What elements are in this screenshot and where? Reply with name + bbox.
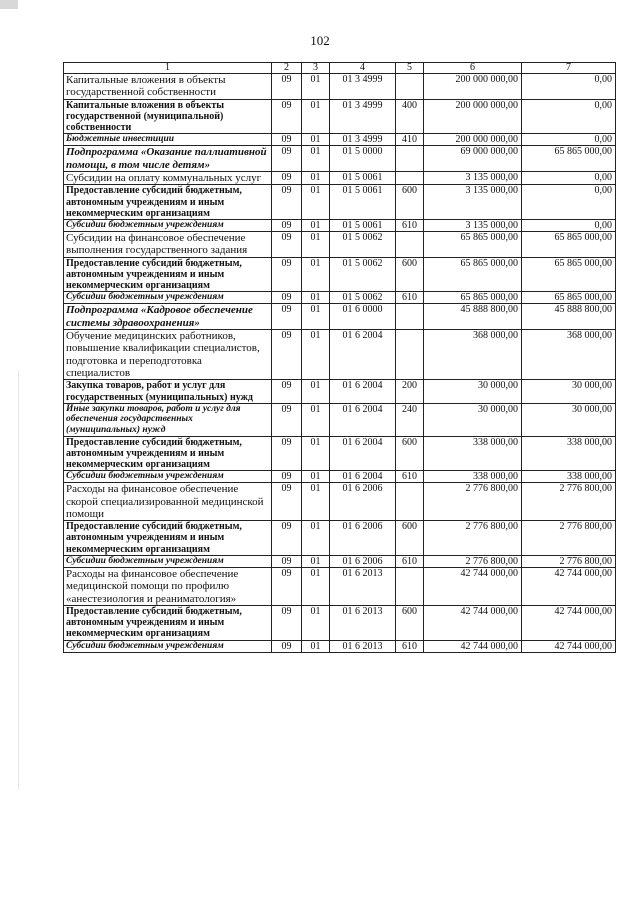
header-col-7: 7 (522, 63, 616, 74)
page-number: 102 (310, 33, 330, 48)
row-subsection-cell: 01 (302, 521, 330, 556)
table-row (64, 146, 616, 172)
row-amount-col7-cell: 0,00 (522, 74, 616, 100)
row-name-cell: Субсидии на финансовое обеспечение выполнения государственного задания (64, 232, 272, 258)
row-amount-col7-cell: 42 744 000,00 (522, 605, 616, 640)
header-col-1: 1 (64, 63, 272, 74)
row-amount-col6-cell: 3 135 000,00 (424, 219, 522, 231)
scan-artifact-left-edge (18, 370, 19, 790)
row-section-cell: 09 (272, 380, 302, 403)
budget-table-container (63, 62, 615, 653)
row-amount-col6-cell: 30 000,00 (424, 403, 522, 436)
header-col-4: 4 (330, 63, 396, 74)
row-target-article-cell: 01 3 4999 (330, 74, 396, 100)
table-row (64, 134, 616, 146)
row-subsection-cell: 01 (302, 185, 330, 220)
table-row (64, 232, 616, 258)
row-amount-col7-cell: 2 776 800,00 (522, 521, 616, 556)
row-amount-col7-cell: 42 744 000,00 (522, 568, 616, 606)
row-expense-type-cell: 600 (396, 185, 424, 220)
row-target-article-cell: 01 6 2004 (330, 436, 396, 471)
table-row (64, 483, 616, 521)
row-amount-col6-cell: 45 888 800,00 (424, 304, 522, 330)
row-name-cell: Предоставление субсидий бюджетным, автономным учреждениям и иным некоммерческим организациям (64, 521, 272, 556)
row-section-cell: 09 (272, 330, 302, 380)
row-name-cell: Расходы на финансовое обеспечение медицинской помощи по профилю «анестезиология и реаниматология» (64, 568, 272, 606)
row-subsection-cell: 01 (302, 605, 330, 640)
row-target-article-cell: 01 6 2006 (330, 555, 396, 567)
table-row (64, 380, 616, 403)
row-section-cell: 09 (272, 568, 302, 606)
header-col-2: 2 (272, 63, 302, 74)
row-amount-col6-cell: 69 000 000,00 (424, 146, 522, 172)
row-target-article-cell: 01 6 2004 (330, 403, 396, 436)
row-target-article-cell: 01 5 0061 (330, 219, 396, 231)
row-amount-col6-cell: 200 000 000,00 (424, 74, 522, 100)
row-section-cell: 09 (272, 219, 302, 231)
row-amount-col7-cell: 42 744 000,00 (522, 640, 616, 652)
row-name-cell: Подпрограмма «Оказание паллиативной помощи, в том числе детям» (64, 146, 272, 172)
row-target-article-cell: 01 6 0000 (330, 304, 396, 330)
row-section-cell: 09 (272, 555, 302, 567)
row-target-article-cell: 01 5 0061 (330, 185, 396, 220)
row-expense-type-cell: 200 (396, 380, 424, 403)
row-amount-col6-cell: 65 865 000,00 (424, 257, 522, 292)
row-expense-type-cell: 400 (396, 99, 424, 134)
row-target-article-cell: 01 5 0062 (330, 232, 396, 258)
row-subsection-cell: 01 (302, 403, 330, 436)
row-amount-col6-cell: 30 000,00 (424, 380, 522, 403)
table-row (64, 330, 616, 380)
row-target-article-cell: 01 6 2004 (330, 380, 396, 403)
table-row (64, 257, 616, 292)
row-name-cell: Капитальные вложения в объекты государственной собственности (64, 74, 272, 100)
row-expense-type-cell (396, 232, 424, 258)
row-expense-type-cell: 240 (396, 403, 424, 436)
row-section-cell: 09 (272, 403, 302, 436)
row-amount-col6-cell: 65 865 000,00 (424, 232, 522, 258)
row-target-article-cell: 01 6 2013 (330, 640, 396, 652)
row-amount-col7-cell: 65 865 000,00 (522, 292, 616, 304)
row-expense-type-cell: 410 (396, 134, 424, 146)
row-section-cell: 09 (272, 471, 302, 483)
row-subsection-cell: 01 (302, 74, 330, 100)
table-row (64, 640, 616, 652)
row-section-cell: 09 (272, 146, 302, 172)
row-subsection-cell: 01 (302, 99, 330, 134)
row-amount-col6-cell: 338 000,00 (424, 471, 522, 483)
row-name-cell: Иные закупки товаров, работ и услуг для обеспечения государственных (муниципальных) нужд (64, 403, 272, 436)
row-name-cell: Субсидии бюджетным учреждениям (64, 219, 272, 231)
row-target-article-cell: 01 6 2013 (330, 605, 396, 640)
row-section-cell: 09 (272, 304, 302, 330)
row-expense-type-cell (396, 568, 424, 606)
row-subsection-cell: 01 (302, 134, 330, 146)
table-row (64, 185, 616, 220)
row-amount-col6-cell: 200 000 000,00 (424, 134, 522, 146)
row-expense-type-cell: 610 (396, 640, 424, 652)
row-amount-col7-cell: 65 865 000,00 (522, 232, 616, 258)
row-section-cell: 09 (272, 436, 302, 471)
budget-table (63, 62, 616, 653)
row-section-cell: 09 (272, 640, 302, 652)
row-expense-type-cell: 610 (396, 292, 424, 304)
row-expense-type-cell (396, 74, 424, 100)
row-subsection-cell: 01 (302, 232, 330, 258)
row-subsection-cell: 01 (302, 219, 330, 231)
table-body (64, 74, 616, 653)
row-amount-col6-cell: 42 744 000,00 (424, 568, 522, 606)
row-name-cell: Предоставление субсидий бюджетным, автономным учреждениям и иным некоммерческим организациям (64, 185, 272, 220)
row-name-cell: Предоставление субсидий бюджетным, автономным учреждениям и иным некоммерческим организациям (64, 436, 272, 471)
row-section-cell: 09 (272, 134, 302, 146)
row-amount-col7-cell: 30 000,00 (522, 380, 616, 403)
row-target-article-cell: 01 6 2013 (330, 568, 396, 606)
row-name-cell: Субсидии бюджетным учреждениям (64, 292, 272, 304)
row-expense-type-cell (396, 146, 424, 172)
scan-artifact-top-left (0, 0, 18, 9)
row-expense-type-cell: 600 (396, 605, 424, 640)
table-row (64, 219, 616, 231)
row-subsection-cell: 01 (302, 257, 330, 292)
row-amount-col7-cell: 0,00 (522, 99, 616, 134)
row-name-cell: Расходы на финансовое обеспечение скорой специализированной медицинской помощи (64, 483, 272, 521)
row-amount-col6-cell: 42 744 000,00 (424, 640, 522, 652)
row-amount-col7-cell: 0,00 (522, 185, 616, 220)
row-subsection-cell: 01 (302, 436, 330, 471)
row-subsection-cell: 01 (302, 380, 330, 403)
header-col-3: 3 (302, 63, 330, 74)
row-name-cell: Субсидии бюджетным учреждениям (64, 640, 272, 652)
row-section-cell: 09 (272, 605, 302, 640)
table-row (64, 292, 616, 304)
row-name-cell: Капитальные вложения в объекты государственной (муниципальной) собственности (64, 99, 272, 134)
row-amount-col7-cell: 2 776 800,00 (522, 483, 616, 521)
row-target-article-cell: 01 6 2004 (330, 330, 396, 380)
row-amount-col7-cell: 45 888 800,00 (522, 304, 616, 330)
table-row (64, 555, 616, 567)
row-target-article-cell: 01 3 4999 (330, 134, 396, 146)
row-subsection-cell: 01 (302, 146, 330, 172)
table-row (64, 521, 616, 556)
row-amount-col7-cell: 368 000,00 (522, 330, 616, 380)
row-target-article-cell: 01 5 0062 (330, 257, 396, 292)
row-subsection-cell: 01 (302, 471, 330, 483)
row-subsection-cell: 01 (302, 555, 330, 567)
row-expense-type-cell (396, 483, 424, 521)
table-header-row (64, 63, 616, 74)
row-target-article-cell: 01 5 0062 (330, 292, 396, 304)
row-expense-type-cell: 600 (396, 436, 424, 471)
row-name-cell: Закупка товаров, работ и услуг для государственных (муниципальных) нужд (64, 380, 272, 403)
row-amount-col7-cell: 65 865 000,00 (522, 146, 616, 172)
row-section-cell: 09 (272, 74, 302, 100)
row-amount-col7-cell: 0,00 (522, 172, 616, 185)
table-row (64, 471, 616, 483)
row-subsection-cell: 01 (302, 304, 330, 330)
row-amount-col6-cell: 338 000,00 (424, 436, 522, 471)
row-expense-type-cell: 610 (396, 219, 424, 231)
row-subsection-cell: 01 (302, 483, 330, 521)
row-name-cell: Предоставление субсидий бюджетным, автономным учреждениям и иным некоммерческим организациям (64, 257, 272, 292)
row-section-cell: 09 (272, 99, 302, 134)
row-amount-col7-cell: 338 000,00 (522, 471, 616, 483)
row-section-cell: 09 (272, 185, 302, 220)
row-amount-col7-cell: 2 776 800,00 (522, 555, 616, 567)
row-expense-type-cell (396, 330, 424, 380)
row-subsection-cell: 01 (302, 292, 330, 304)
row-section-cell: 09 (272, 232, 302, 258)
row-name-cell: Субсидии бюджетным учреждениям (64, 471, 272, 483)
row-amount-col6-cell: 200 000 000,00 (424, 99, 522, 134)
row-amount-col7-cell: 338 000,00 (522, 436, 616, 471)
row-subsection-cell: 01 (302, 330, 330, 380)
table-row (64, 74, 616, 100)
row-target-article-cell: 01 5 0061 (330, 172, 396, 185)
row-target-article-cell: 01 6 2006 (330, 483, 396, 521)
row-section-cell: 09 (272, 483, 302, 521)
row-amount-col6-cell: 2 776 800,00 (424, 521, 522, 556)
row-subsection-cell: 01 (302, 172, 330, 185)
row-subsection-cell: 01 (302, 568, 330, 606)
row-amount-col6-cell: 3 135 000,00 (424, 185, 522, 220)
row-amount-col7-cell: 0,00 (522, 219, 616, 231)
table-row (64, 403, 616, 436)
table-row (64, 304, 616, 330)
row-target-article-cell: 01 6 2004 (330, 471, 396, 483)
row-amount-col6-cell: 65 865 000,00 (424, 292, 522, 304)
row-subsection-cell: 01 (302, 640, 330, 652)
row-amount-col6-cell: 42 744 000,00 (424, 605, 522, 640)
row-section-cell: 09 (272, 257, 302, 292)
row-target-article-cell: 01 3 4999 (330, 99, 396, 134)
row-amount-col6-cell: 368 000,00 (424, 330, 522, 380)
row-name-cell: Обучение медицинских работников, повышение квалификации специалистов, подготовка и переподготовка специалистов (64, 330, 272, 380)
table-row (64, 568, 616, 606)
row-expense-type-cell: 610 (396, 555, 424, 567)
row-expense-type-cell: 600 (396, 257, 424, 292)
row-section-cell: 09 (272, 292, 302, 304)
row-expense-type-cell: 610 (396, 471, 424, 483)
row-amount-col6-cell: 2 776 800,00 (424, 483, 522, 521)
row-expense-type-cell: 600 (396, 521, 424, 556)
table-row (64, 436, 616, 471)
table-row (64, 172, 616, 185)
row-amount-col6-cell: 2 776 800,00 (424, 555, 522, 567)
row-expense-type-cell (396, 172, 424, 185)
header-col-5: 5 (396, 63, 424, 74)
row-name-cell: Субсидии бюджетным учреждениям (64, 555, 272, 567)
row-name-cell: Подпрограмма «Кадровое обеспечение системы здравоохранения» (64, 304, 272, 330)
header-col-6: 6 (424, 63, 522, 74)
row-target-article-cell: 01 6 2006 (330, 521, 396, 556)
table-row (64, 99, 616, 134)
row-amount-col7-cell: 0,00 (522, 134, 616, 146)
table-row (64, 605, 616, 640)
row-name-cell: Предоставление субсидий бюджетным, автономным учреждениям и иным некоммерческим организациям (64, 605, 272, 640)
row-name-cell: Субсидии на оплату коммунальных услуг (64, 172, 272, 185)
row-section-cell: 09 (272, 521, 302, 556)
row-name-cell: Бюджетные инвестиции (64, 134, 272, 146)
row-amount-col7-cell: 30 000,00 (522, 403, 616, 436)
row-amount-col7-cell: 65 865 000,00 (522, 257, 616, 292)
row-expense-type-cell (396, 304, 424, 330)
row-section-cell: 09 (272, 172, 302, 185)
row-amount-col6-cell: 3 135 000,00 (424, 172, 522, 185)
row-target-article-cell: 01 5 0000 (330, 146, 396, 172)
